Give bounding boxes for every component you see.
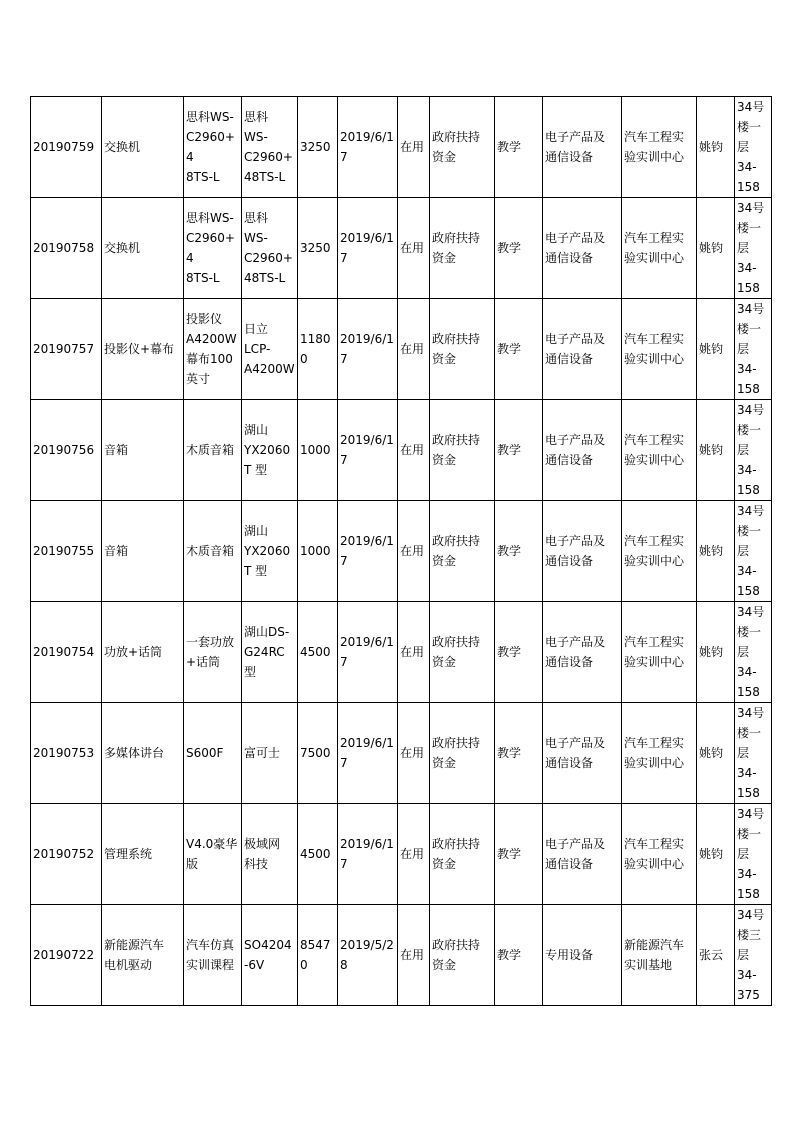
cell-name: 新能源汽车 电机驱动 bbox=[102, 905, 184, 1006]
cell-keeper: 姚钧 bbox=[697, 400, 735, 501]
cell-name: 管理系统 bbox=[102, 804, 184, 905]
cell-date: 2019/6/1 7 bbox=[338, 400, 398, 501]
cell-status: 在用 bbox=[398, 400, 430, 501]
cell-model: 湖山 YX2060 T 型 bbox=[242, 400, 298, 501]
cell-dept: 汽车工程实 验实训中心 bbox=[622, 804, 697, 905]
cell-category: 电子产品及 通信设备 bbox=[543, 602, 622, 703]
cell-model: 极域网 科技 bbox=[242, 804, 298, 905]
cell-status: 在用 bbox=[398, 501, 430, 602]
cell-name: 多媒体讲台 bbox=[102, 703, 184, 804]
cell-category: 电子产品及 通信设备 bbox=[543, 299, 622, 400]
cell-spec: 木质音箱 bbox=[184, 400, 242, 501]
cell-dept: 汽车工程实 验实训中心 bbox=[622, 97, 697, 198]
cell-keeper: 姚钧 bbox=[697, 501, 735, 602]
cell-category: 电子产品及 通信设备 bbox=[543, 97, 622, 198]
cell-id: 20190753 bbox=[31, 703, 102, 804]
cell-name: 功放+话筒 bbox=[102, 602, 184, 703]
cell-date: 2019/6/1 7 bbox=[338, 501, 398, 602]
cell-category: 电子产品及 通信设备 bbox=[543, 703, 622, 804]
table-row bbox=[31, 400, 772, 501]
cell-keeper: 姚钧 bbox=[697, 198, 735, 299]
cell-id: 20190722 bbox=[31, 905, 102, 1006]
cell-status: 在用 bbox=[398, 905, 430, 1006]
cell-status: 在用 bbox=[398, 804, 430, 905]
cell-funding: 政府扶持 资金 bbox=[430, 602, 495, 703]
cell-usage: 教学 bbox=[495, 400, 543, 501]
cell-price: 1000 bbox=[298, 501, 338, 602]
table-row bbox=[31, 97, 772, 198]
cell-id: 20190756 bbox=[31, 400, 102, 501]
cell-location: 34号 楼一 层 34- 158 bbox=[735, 703, 772, 804]
cell-category: 电子产品及 通信设备 bbox=[543, 804, 622, 905]
cell-date: 2019/6/1 7 bbox=[338, 703, 398, 804]
cell-location: 34号 楼一 层 34- 158 bbox=[735, 400, 772, 501]
cell-funding: 政府扶持 资金 bbox=[430, 501, 495, 602]
cell-category: 电子产品及 通信设备 bbox=[543, 198, 622, 299]
cell-price: 3250 bbox=[298, 198, 338, 299]
cell-date: 2019/6/1 7 bbox=[338, 602, 398, 703]
cell-spec: V4.0豪华 版 bbox=[184, 804, 242, 905]
cell-name: 投影仪+幕布 bbox=[102, 299, 184, 400]
cell-model: 湖山DS- G24RC 型 bbox=[242, 602, 298, 703]
cell-usage: 教学 bbox=[495, 198, 543, 299]
cell-model: 思科 WS- C2960+ 48TS-L bbox=[242, 97, 298, 198]
cell-funding: 政府扶持 资金 bbox=[430, 97, 495, 198]
cell-funding: 政府扶持 资金 bbox=[430, 400, 495, 501]
cell-model: 思科 WS- C2960+ 48TS-L bbox=[242, 198, 298, 299]
cell-keeper: 姚钧 bbox=[697, 703, 735, 804]
cell-model: SO4204 -6V bbox=[242, 905, 298, 1006]
cell-category: 电子产品及 通信设备 bbox=[543, 501, 622, 602]
cell-name: 交换机 bbox=[102, 97, 184, 198]
cell-status: 在用 bbox=[398, 299, 430, 400]
cell-id: 20190759 bbox=[31, 97, 102, 198]
cell-status: 在用 bbox=[398, 198, 430, 299]
cell-location: 34号 楼一 层 34- 158 bbox=[735, 198, 772, 299]
table-row bbox=[31, 905, 772, 1006]
cell-date: 2019/6/1 7 bbox=[338, 804, 398, 905]
cell-funding: 政府扶持 资金 bbox=[430, 299, 495, 400]
table-row bbox=[31, 299, 772, 400]
cell-model: 日立 LCP- A4200W bbox=[242, 299, 298, 400]
cell-name: 交换机 bbox=[102, 198, 184, 299]
cell-date: 2019/6/1 7 bbox=[338, 97, 398, 198]
cell-spec: 思科WS- C2960+4 8TS-L bbox=[184, 198, 242, 299]
cell-dept: 汽车工程实 验实训中心 bbox=[622, 400, 697, 501]
cell-location: 34号 楼一 层 34- 158 bbox=[735, 97, 772, 198]
cell-dept: 汽车工程实 验实训中心 bbox=[622, 501, 697, 602]
cell-dept: 新能源汽车 实训基地 bbox=[622, 905, 697, 1006]
cell-usage: 教学 bbox=[495, 804, 543, 905]
cell-id: 20190752 bbox=[31, 804, 102, 905]
cell-keeper: 姚钧 bbox=[697, 602, 735, 703]
cell-dept: 汽车工程实 验实训中心 bbox=[622, 602, 697, 703]
cell-spec: 思科WS- C2960+4 8TS-L bbox=[184, 97, 242, 198]
table-body bbox=[31, 97, 772, 1006]
cell-location: 34号 楼一 层 34- 158 bbox=[735, 804, 772, 905]
cell-spec: S600F bbox=[184, 703, 242, 804]
cell-price: 3250 bbox=[298, 97, 338, 198]
cell-usage: 教学 bbox=[495, 97, 543, 198]
cell-model: 富可士 bbox=[242, 703, 298, 804]
cell-price: 85470 bbox=[298, 905, 338, 1006]
cell-category: 专用设备 bbox=[543, 905, 622, 1006]
cell-location: 34号 楼三 层 34- 375 bbox=[735, 905, 772, 1006]
cell-keeper: 姚钧 bbox=[697, 299, 735, 400]
cell-spec: 一套功放 +话筒 bbox=[184, 602, 242, 703]
cell-price: 4500 bbox=[298, 804, 338, 905]
cell-status: 在用 bbox=[398, 602, 430, 703]
table-row bbox=[31, 198, 772, 299]
cell-id: 20190754 bbox=[31, 602, 102, 703]
cell-id: 20190757 bbox=[31, 299, 102, 400]
table-row bbox=[31, 703, 772, 804]
cell-location: 34号 楼一 层 34- 158 bbox=[735, 602, 772, 703]
cell-price: 11800 bbox=[298, 299, 338, 400]
cell-id: 20190758 bbox=[31, 198, 102, 299]
cell-usage: 教学 bbox=[495, 905, 543, 1006]
cell-spec: 木质音箱 bbox=[184, 501, 242, 602]
cell-status: 在用 bbox=[398, 703, 430, 804]
cell-dept: 汽车工程实 验实训中心 bbox=[622, 299, 697, 400]
cell-price: 7500 bbox=[298, 703, 338, 804]
table-row bbox=[31, 501, 772, 602]
cell-funding: 政府扶持 资金 bbox=[430, 198, 495, 299]
cell-funding: 政府扶持 资金 bbox=[430, 703, 495, 804]
cell-name: 音箱 bbox=[102, 400, 184, 501]
cell-usage: 教学 bbox=[495, 501, 543, 602]
cell-location: 34号 楼一 层 34- 158 bbox=[735, 501, 772, 602]
cell-date: 2019/5/2 8 bbox=[338, 905, 398, 1006]
cell-keeper: 姚钧 bbox=[697, 804, 735, 905]
cell-spec: 投影仪 A4200W 幕布100 英寸 bbox=[184, 299, 242, 400]
cell-keeper: 姚钧 bbox=[697, 97, 735, 198]
cell-dept: 汽车工程实 验实训中心 bbox=[622, 703, 697, 804]
cell-spec: 汽车仿真 实训课程 bbox=[184, 905, 242, 1006]
table-row bbox=[31, 602, 772, 703]
cell-dept: 汽车工程实 验实训中心 bbox=[622, 198, 697, 299]
cell-usage: 教学 bbox=[495, 299, 543, 400]
cell-id: 20190755 bbox=[31, 501, 102, 602]
cell-price: 4500 bbox=[298, 602, 338, 703]
cell-category: 电子产品及 通信设备 bbox=[543, 400, 622, 501]
cell-model: 湖山 YX2060 T 型 bbox=[242, 501, 298, 602]
cell-keeper: 张云 bbox=[697, 905, 735, 1006]
cell-usage: 教学 bbox=[495, 602, 543, 703]
cell-location: 34号 楼一 层 34- 158 bbox=[735, 299, 772, 400]
cell-funding: 政府扶持 资金 bbox=[430, 905, 495, 1006]
cell-date: 2019/6/1 7 bbox=[338, 299, 398, 400]
cell-name: 音箱 bbox=[102, 501, 184, 602]
cell-status: 在用 bbox=[398, 97, 430, 198]
cell-price: 1000 bbox=[298, 400, 338, 501]
cell-date: 2019/6/1 7 bbox=[338, 198, 398, 299]
cell-usage: 教学 bbox=[495, 703, 543, 804]
table-row bbox=[31, 804, 772, 905]
asset-table bbox=[30, 96, 772, 1006]
cell-funding: 政府扶持 资金 bbox=[430, 804, 495, 905]
